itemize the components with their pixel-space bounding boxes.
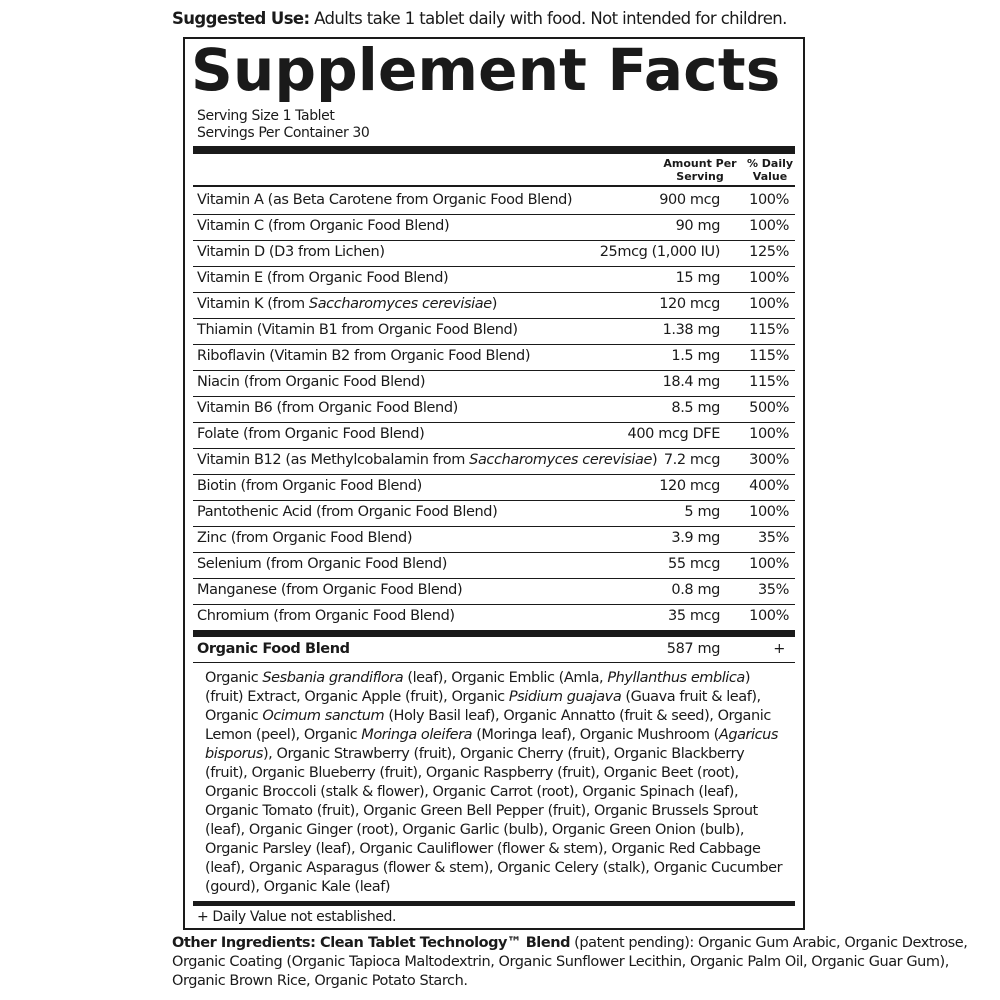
nutrient-amount: 1.38 mg [662,322,720,338]
nutrient-amount: 400 mcg DFE [627,426,720,442]
nutrient-daily-value: 100% [749,426,789,442]
table-row [193,292,795,319]
nutrient-daily-value: 100% [749,608,789,624]
table-row [193,500,795,527]
table-row [193,188,795,215]
table-row [193,422,795,449]
other-ingredients-text: (patent pending): Organic Gum Arabic, Organic Dextrose, Organic Coating (Organic Tapioca Maltodextrin, Organic Sunflower Lecithin, Organic Palm Oil, Organic Guar Gum), Organic Brown Rice, Organic Potato Starch. [172,935,968,989]
nutrient-name: Riboflavin (Vitamin B2 from Organic Food Blend) [197,348,531,364]
nutrient-daily-value: 100% [749,218,789,234]
thick-divider-footnote [193,901,795,906]
nutrient-amount: 120 mcg [659,478,720,494]
table-row [193,318,795,345]
blend-ingredients: Organic Sesbania grandiflora (leaf), Organic Emblic (Amla, Phyllanthus emblica) (fruit) Extract, Organic Apple (fruit), Organic Psidium guajava (Guava fruit & leaf), Organic Ocimum sanctum (Holy Basil leaf), Organic Annatto (fruit & seed), Organic Lemon (peel), Organic Moringa oleifera (Moringa leaf), Organic Mushroom (Agaricus bisporus), Organic Strawberry (fruit), Organic Cherry (fruit), Organic Blackberry (fruit), Organic Blueberry (fruit), Organic Raspberry (fruit), Organic Beet (root), Organic Broccoli (stalk & flower), Organic Carrot (root), Organic Spinach (leaf), Organic Tomato (fruit), Organic Green Bell Pepper (fruit), Organic Brussels Sprout (leaf), Organic Ginger (root), Organic Garlic (bulb), Organic Green Onion (bulb), Organic Parsley (leaf), Organic Cauliflower (flower & stem), Organic Red Cabbage (leaf), Organic Asparagus (flower & stem), Organic Celery (stalk), Organic Cucumber (gourd), Organic Kale (leaf) [205,670,783,895]
nutrient-name: Pantothenic Acid (from Organic Food Blend) [197,504,498,520]
header-amount-per-serving: Amount Per Serving [663,157,737,183]
table-row [193,370,795,397]
nutrient-amount: 5 mg [684,504,720,520]
nutrient-amount: 120 mcg [659,296,720,312]
panel-title: Supplement Facts [191,36,781,104]
nutrient-amount: 7.2 mcg [663,452,720,468]
header-divider [193,185,795,187]
nutrient-amount: 25mcg (1,000 IU) [599,244,720,260]
suggested-use [172,9,992,28]
nutrient-daily-value: 100% [749,192,789,208]
serving-size: Serving Size 1 Tablet [197,108,335,124]
nutrient-amount: 0.8 mg [671,582,720,598]
blend-daily-value: + [773,641,785,657]
thick-divider [193,146,795,154]
table-row [193,578,795,605]
other-ingredients [172,934,1000,991]
nutrient-name: Vitamin B12 (as Methylcobalamin from Saccharomyces cerevisiae) [197,452,658,468]
nutrient-name: Niacin (from Organic Food Blend) [197,374,426,390]
nutrient-daily-value: 300% [749,452,789,468]
thick-divider-blend [193,631,795,637]
table-row [193,396,795,423]
table-row [193,266,795,293]
table-row [193,474,795,501]
nutrient-amount: 900 mcg [659,192,720,208]
nutrient-name: Vitamin K (from Saccharomyces cerevisiae) [197,296,498,312]
table-row [193,214,795,241]
nutrient-name: Chromium (from Organic Food Blend) [197,608,455,624]
nutrient-daily-value: 115% [749,348,789,364]
nutrient-name: Vitamin C (from Organic Food Blend) [197,218,450,234]
other-ingredients-label: Other Ingredients: Clean Tablet Technology™ Blend [172,935,571,951]
nutrient-amount: 1.5 mg [671,348,720,364]
nutrient-name: Vitamin B6 (from Organic Food Blend) [197,400,458,416]
blend-row [193,639,795,661]
suggested-use-text: Adults take 1 tablet daily with food. Not intended for children. [309,9,787,28]
nutrient-daily-value: 500% [749,400,789,416]
table-row [193,604,795,631]
nutrient-name: Biotin (from Organic Food Blend) [197,478,422,494]
table-row [193,552,795,579]
nutrient-amount: 35 mcg [668,608,720,624]
table-row [193,526,795,553]
nutrient-daily-value: 100% [749,296,789,312]
nutrient-name: Folate (from Organic Food Blend) [197,426,425,442]
header-daily-value: % Daily Value [746,157,794,183]
nutrient-daily-value: 100% [749,504,789,520]
nutrient-amount: 18.4 mg [662,374,720,390]
nutrient-name: Zinc (from Organic Food Blend) [197,530,413,546]
nutrient-daily-value: 100% [749,556,789,572]
nutrient-daily-value: 400% [749,478,789,494]
nutrient-name: Manganese (from Organic Food Blend) [197,582,463,598]
nutrient-daily-value: 125% [749,244,789,260]
nutrient-daily-value: 100% [749,270,789,286]
nutrient-daily-value: 115% [749,322,789,338]
nutrient-name: Thiamin (Vitamin B1 from Organic Food Blend) [197,322,518,338]
nutrient-daily-value: 35% [757,530,789,546]
nutrient-amount: 90 mg [675,218,720,234]
nutrient-name: Selenium (from Organic Food Blend) [197,556,447,572]
nutrient-name: Vitamin E (from Organic Food Blend) [197,270,449,286]
servings-per-container: Servings Per Container 30 [197,125,370,141]
blend-amount: 587 mg [666,641,720,657]
table-row [193,344,795,371]
table-row [193,240,795,267]
nutrient-name: Vitamin D (D3 from Lichen) [197,244,385,260]
nutrient-amount: 3.9 mg [671,530,720,546]
supplement-facts-panel [183,37,805,930]
nutrient-daily-value: 35% [757,582,789,598]
blend-name: Organic Food Blend [197,641,350,657]
blend-divider [193,662,795,663]
nutrient-name: Vitamin A (as Beta Carotene from Organic Food Blend) [197,192,573,208]
nutrient-amount: 55 mcg [668,556,720,572]
nutrient-daily-value: 115% [749,374,789,390]
nutrient-amount: 15 mg [675,270,720,286]
suggested-use-label: Suggested Use: [172,9,310,28]
table-row [193,448,795,475]
nutrient-amount: 8.5 mg [671,400,720,416]
footnote: + Daily Value not established. [197,909,397,925]
